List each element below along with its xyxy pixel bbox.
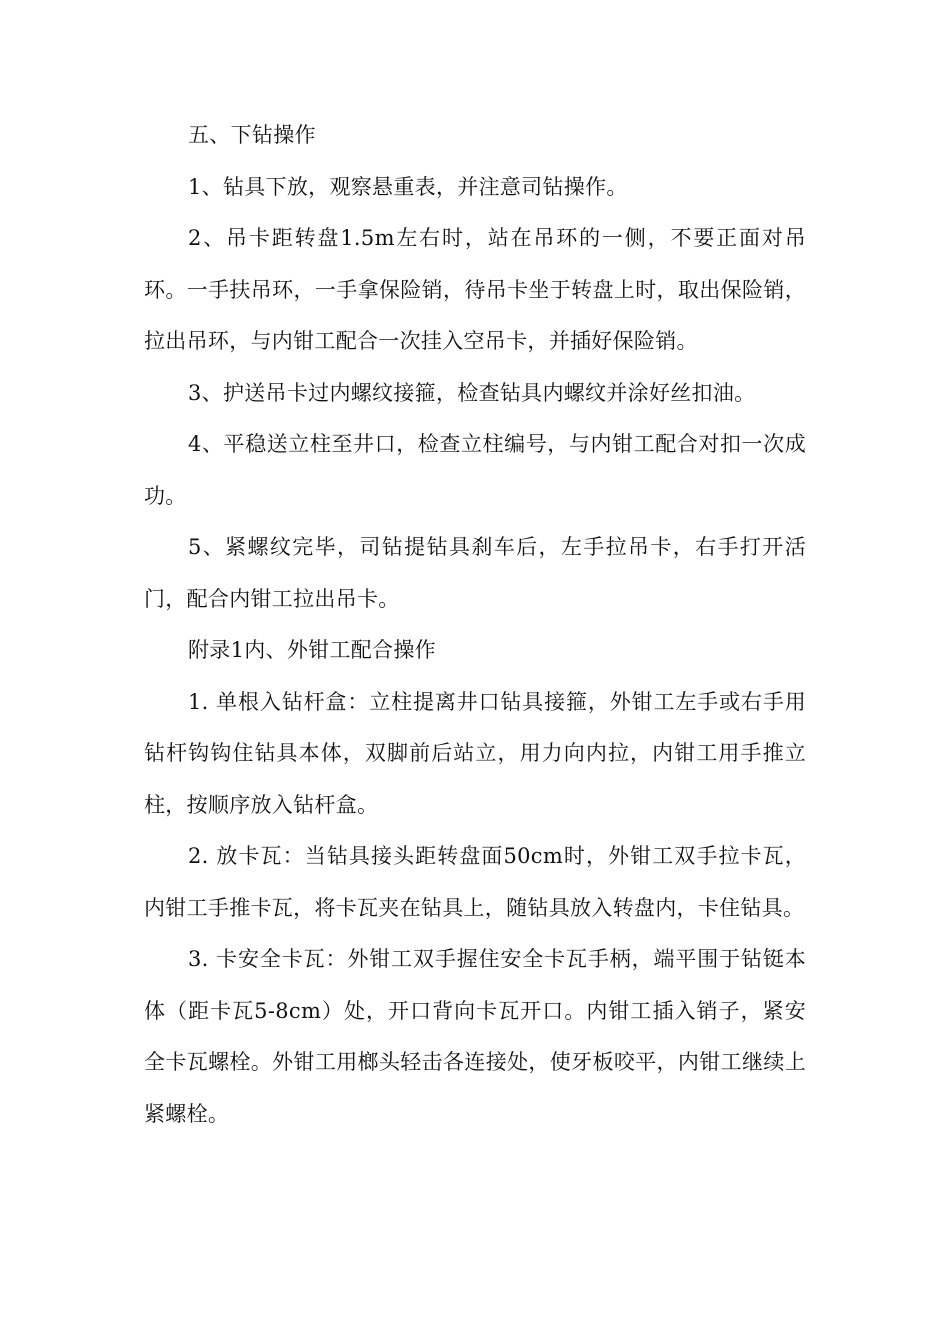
paragraph-step-2: 2、吊卡距转盘1.5m左右时，站在吊环的一侧，不要正面对吊环。一手扶吊环，一手拿保险销，待吊卡坐于转盘上时，取出保险销，拉出吊环，与内钳工配合一次挂入空吊卡，并插好保险销。 (144, 226, 806, 353)
paragraph-step-1: 1、钻具下放，观察悬重表，并注意司钻操作。 (188, 174, 628, 199)
appendix-item-2: 2. 放卡瓦：当钻具接头距转盘面50cm时，外钳工双手拉卡瓦，内钳工手推卡瓦，将卡瓦夹在钻具上，随钻具放入转盘内，卡住钻具。 (144, 844, 806, 920)
appendix-heading: 附录1内、外钳工配合操作 (188, 638, 436, 662)
appendix-item-1: 1. 单根入钻杆盒：立柱提离井口钻具接箍，外钳工左手或右手用钻杆钩钩住钻具本体，双脚前后站立，用力向内拉，内钳工用手推立柱，按顺序放入钻杆盒。 (144, 689, 806, 817)
document-body (144, 110, 806, 1140)
paragraph-step-5: 5、紧螺纹完毕，司钻提钻具刹车后，左手拉吊卡，右手打开活门，配合内钳工拉出吊卡。 (144, 535, 806, 611)
appendix-item-3: 3. 卡安全卡瓦：外钳工双手握住安全卡瓦手柄，端平围于钻铤本体（距卡瓦5-8cm）处，开口背向卡瓦开口。内钳工插入销子，紧安全卡瓦螺栓。外钳工用榔头轻击各连接处，使牙板咬平，内钳工继续上紧螺栓。 (144, 947, 806, 1126)
paragraph-step-3: 3、护送吊卡过内螺纹接箍，检查钻具内螺纹并涂好丝扣油。 (188, 380, 756, 405)
paragraph-step-4: 4、平稳送立柱至井口，检查立柱编号，与内钳工配合对扣一次成功。 (144, 432, 806, 508)
section-heading: 五、下钻操作 (188, 123, 316, 147)
